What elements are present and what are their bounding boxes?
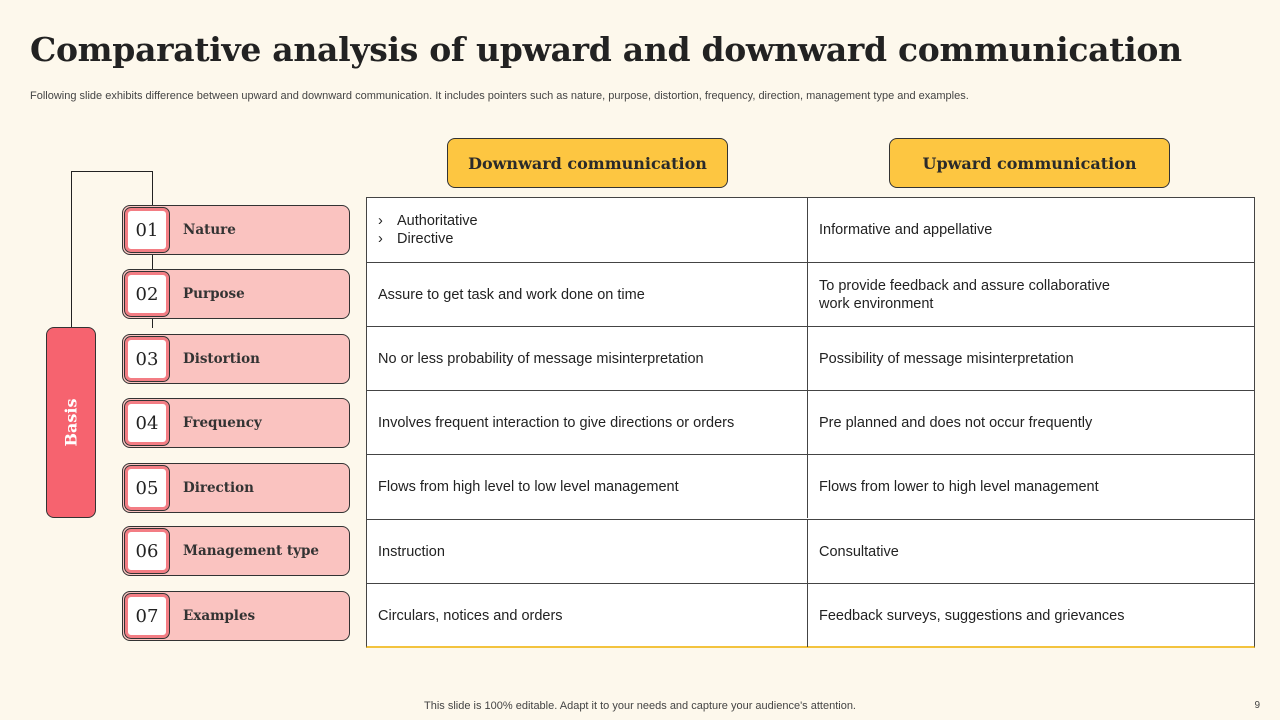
row-label-direction — [122, 463, 350, 513]
row-label-text: Examples — [183, 608, 256, 624]
upward-cell: Informative and appellative — [819, 222, 993, 238]
row-number: 03 — [125, 337, 169, 381]
table-row — [367, 583, 1254, 647]
row-number: 05 — [125, 466, 169, 510]
downward-cell: Flows from high level to low level management — [367, 455, 808, 518]
downward-cell: Instruction — [367, 520, 808, 583]
slide-subtitle: Following slide exhibits difference between upward and downward communication. It includes pointers such as nature, purpose, distortion, frequency, direction, management type and examples. — [30, 90, 969, 102]
bullet-item — [378, 212, 807, 230]
upward-cell: Flows from lower to high level management — [819, 478, 1099, 495]
row-label-distortion — [122, 334, 350, 384]
page-number: 9 — [1254, 700, 1260, 711]
upward-cell: Possibility of message misinterpretation — [819, 350, 1074, 367]
table-row — [367, 519, 1254, 583]
upward-cell: Pre planned and does not occur frequently — [819, 414, 1093, 431]
column-header-downward: Downward communication — [447, 138, 728, 188]
table-row — [367, 454, 1254, 518]
row-label-nature — [122, 205, 350, 255]
bullet-text: Authoritative — [397, 213, 478, 229]
table-row — [367, 262, 1254, 326]
row-label-text: Frequency — [183, 415, 262, 431]
row-label-purpose — [122, 269, 350, 319]
row-label-text: Nature — [183, 222, 236, 238]
bullet-item — [378, 230, 807, 248]
basis-label: Basis — [61, 398, 81, 447]
downward-cell: No or less probability of message misinterpretation — [367, 327, 808, 390]
row-number: 02 — [125, 272, 169, 316]
downward-cell: Involves frequent interaction to give directions or orders — [367, 391, 808, 454]
slide-title: Comparative analysis of upward and downward communication — [30, 30, 1182, 69]
row-label-frequency — [122, 398, 350, 448]
table-row — [367, 326, 1254, 390]
row-label-text: Direction — [183, 480, 254, 496]
basis-box — [46, 327, 96, 518]
downward-cell — [367, 198, 808, 262]
row-label-examples — [122, 591, 350, 641]
bullet-arrow-icon: › — [378, 213, 383, 229]
upward-cell: Feedback surveys, suggestions and grievances — [819, 607, 1125, 624]
footer-note: This slide is 100% editable. Adapt it to your needs and capture your audience's attention. — [424, 700, 856, 712]
row-number: 07 — [125, 594, 169, 638]
bullet-arrow-icon: › — [378, 231, 383, 247]
row-label-management-type — [122, 526, 350, 576]
row-number: 04 — [125, 401, 169, 445]
column-header-upward: Upward communication — [889, 138, 1170, 188]
downward-cell: Assure to get task and work done on time — [367, 263, 808, 326]
comparison-table — [366, 197, 1255, 648]
row-label-text: Management type — [183, 543, 320, 559]
row-number: 01 — [125, 208, 169, 252]
upward-cell: Consultative — [819, 543, 899, 560]
bullet-text: Directive — [397, 231, 454, 247]
upward-cell: To provide feedback and assure collaborative work environment — [819, 277, 1110, 312]
row-number: 06 — [125, 529, 169, 573]
row-label-text: Purpose — [183, 286, 245, 302]
row-label-text: Distortion — [183, 351, 260, 367]
table-row — [367, 390, 1254, 454]
downward-cell: Circulars, notices and orders — [367, 584, 808, 647]
table-row — [367, 198, 1254, 262]
